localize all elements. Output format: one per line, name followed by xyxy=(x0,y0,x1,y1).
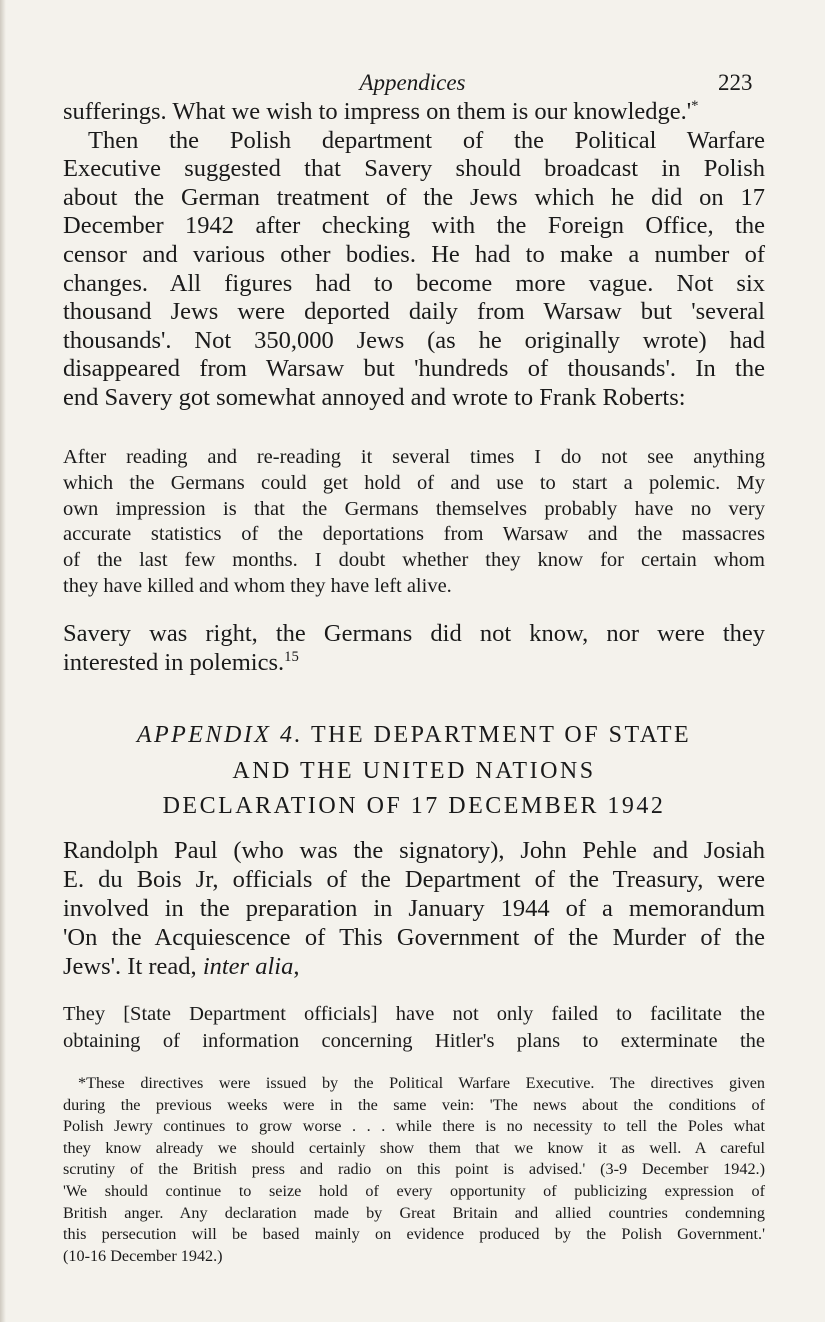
body-line: thousands'. Not 350,000 Jews (as he originally wrote) had xyxy=(63,326,765,354)
body-line xyxy=(63,98,765,126)
block-quote-line: own impression is that the Germans themselves probably have no very xyxy=(63,497,765,520)
body-line xyxy=(63,953,765,981)
body-line xyxy=(63,649,765,677)
text-segment: THE DEPARTMENT OF STATE xyxy=(302,722,692,748)
italic-text: inter alia xyxy=(202,953,294,980)
text-segment: sufferings. What we wish to impress on them is our knowledge.' xyxy=(63,98,692,125)
block-quote-line: They [State Department officials] have not only failed to facilitate the xyxy=(63,1003,765,1025)
body-line: involved in the preparation in January 1944 of a memorandum xyxy=(63,895,765,922)
body-line: Executive suggested that Savery should broadcast in Polish xyxy=(63,155,765,183)
body-line: E. du Bois Jr, officials of the Department of the Treasury, were xyxy=(63,866,765,893)
body-line: 'On the Acquiescence of This Government of the Murder of the xyxy=(63,924,765,951)
footnote-marker[interactable]: * xyxy=(691,97,699,114)
running-header: Appendices xyxy=(359,70,466,95)
appendix-heading-line: DECLARATION OF 17 DECEMBER 1942 xyxy=(162,793,666,819)
block-quote-line: After reading and re-reading it several times I do not see anything xyxy=(63,446,765,468)
body-line: Randolph Paul (who was the signatory), John Pehle and Josiah xyxy=(63,837,765,864)
body-line: disappeared from Warsaw but 'hundreds of thousands'. In the xyxy=(63,355,765,383)
footnote-line: 'We should continue to seize hold of every opportunity of publicizing expression of xyxy=(63,1182,765,1200)
text-segment: Jews'. It read, xyxy=(63,953,203,980)
block-quote-line: accurate statistics of the deportations from Warsaw and the massacres xyxy=(63,523,765,546)
block-quote-line: obtaining of information concerning Hitler's plans to exterminate the xyxy=(63,1030,765,1052)
footnote-line: (10-16 December 1942.) xyxy=(63,1246,223,1265)
italic-text: APPENDIX 4. xyxy=(136,722,303,748)
footnote-marker[interactable]: 15 xyxy=(284,648,299,665)
footnote-line: they know already we should certainly show them that we know it as well. A careful xyxy=(63,1138,765,1157)
footnote-line: British anger. Any declaration made by Great Britain and allied countries condemning xyxy=(63,1203,765,1222)
appendix-heading-line: AND THE UNITED NATIONS xyxy=(232,757,596,784)
body-line: changes. All figures had to become more vague. Not six xyxy=(63,269,765,297)
footnote-line: during the previous weeks were in the same vein: 'The news about the conditions of xyxy=(63,1095,765,1114)
footnote-line: scrutiny of the British press and radio on this point is advised.' (3-9 December 1942.) xyxy=(63,1160,765,1179)
body-line: end Savery got somewhat annoyed and wrote to Frank Roberts: xyxy=(63,384,686,411)
footnote-line: Polish Jewry continues to grow worse . . . while there is no necessity to tell the Poles what xyxy=(63,1117,765,1136)
page-number: 223 xyxy=(718,70,753,95)
body-line: December 1942 after checking with the Foreign Office, the xyxy=(63,212,765,240)
appendix-heading-line xyxy=(63,722,765,749)
body-line: Savery was right, the Germans did not know, nor were they xyxy=(63,620,765,647)
text-segment: interested in polemics. xyxy=(63,649,285,676)
body-line: about the German treatment of the Jews which he did on 17 xyxy=(63,183,765,211)
text-segment: , xyxy=(293,953,300,980)
footnote-line: this persecution will be based mainly on evidence produced by the Polish Government.' xyxy=(63,1225,765,1244)
page-edge-shadow xyxy=(0,0,6,1322)
block-quote-line: they have killed and whom they have left alive. xyxy=(63,575,452,597)
body-line: Then the Polish department of the Political Warfare xyxy=(88,126,765,154)
body-line: thousand Jews were deported daily from Warsaw but 'several xyxy=(63,298,765,326)
block-quote-line: of the last few months. I doubt whether they know for certain whom xyxy=(63,549,765,572)
body-line: censor and various other bodies. He had to make a number of xyxy=(63,241,765,268)
block-quote-line: which the Germans could get hold of and use to start a polemic. My xyxy=(63,471,765,494)
footnote-line: *These directives were issued by the Political Warfare Executive. The directives given xyxy=(78,1074,765,1092)
